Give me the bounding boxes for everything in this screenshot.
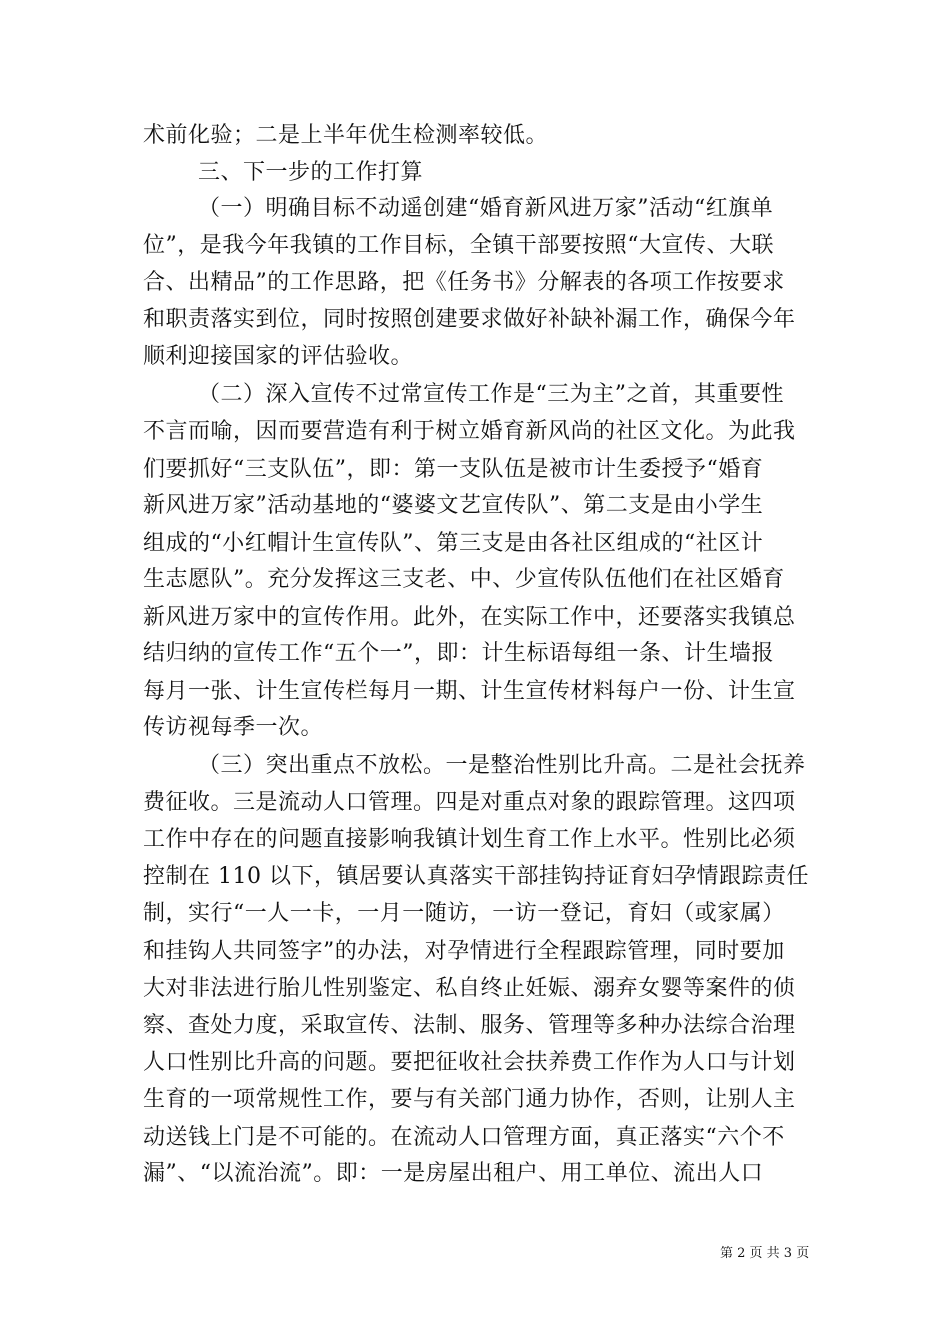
- text-line: 费征收。三是流动人口管理。四是对重点对象的跟踪管理。这四项: [143, 790, 796, 815]
- text-line: 传访视每季一次。: [143, 715, 324, 740]
- text-line: 新风进万家”活动基地的“婆婆文艺宣传队”、第二支是由小学生: [143, 493, 764, 518]
- text-line: 生志愿队”。充分发挥这三支老、中、少宣传队伍他们在社区婚育: [143, 567, 785, 592]
- text-line: 生育的一项常规性工作，要与有关部门通力协作，否则，让别人主: [143, 1087, 796, 1112]
- text-line: 们要抓好“三支队伍”，即：第一支队伍是被市计生委授予“婚育: [143, 457, 764, 482]
- text-line: 新风进万家中的宣传作用。此外，在实际工作中，还要落实我镇总: [143, 605, 796, 630]
- text-line: 工作中存在的问题直接影响我镇计划生育工作上水平。性别比必须: [143, 827, 796, 852]
- text-line: （一）明确目标不动遥创建“婚育新风进万家”活动“红旗单: [198, 196, 774, 221]
- text-line: 制，实行“一人一卡，一月一随访，一访一登记，育妇（或家属）: [143, 901, 785, 926]
- text-line: 人口性别比升高的问题。要把征收社会扶养费工作作为人口与计划: [143, 1050, 796, 1075]
- text-line: 大对非法进行胎儿性别鉴定、私自终止妊娠、溺弃女婴等案件的侦: [143, 976, 796, 1001]
- text-line: 顺利迎接国家的评估验收。: [143, 344, 414, 369]
- text-line: 和挂钩人共同签字”的办法，对孕情进行全程跟踪管理，同时要加: [143, 939, 785, 964]
- text-line: 察、查处力度，采取宣传、法制、服务、管理等多种办法综合治理: [143, 1013, 796, 1038]
- text-line: 每月一张、计生宣传栏每月一期、计生宣传材料每户一份、计生宣: [143, 679, 796, 704]
- text-line: 术前化验；二是上半年优生检测率较低。: [143, 123, 549, 148]
- text-line: 不言而喻，因而要营造有利于树立婚育新风尚的社区文化。为此我: [143, 419, 796, 444]
- section-heading: 三、下一步的工作打算: [198, 160, 424, 185]
- text-line: 结归纳的宣传工作“五个一”，即：计生标语每组一条、计生墙报: [143, 641, 774, 666]
- text-line: （三）突出重点不放松。一是整治性别比升高。二是社会抚养: [198, 753, 806, 778]
- text-line: 和职责落实到位，同时按照创建要求做好补缺补漏工作，确保今年: [143, 307, 796, 332]
- text-line: 合、出精品”的工作思路，把《任务书》分解表的各项工作按要求: [143, 270, 785, 295]
- text-line: 漏”、“以流治流”。即：一是房屋出租户、用工单位、流出人口: [143, 1161, 764, 1186]
- text-line: （二）深入宣传不过常宣传工作是“三为主”之首，其重要性: [198, 382, 784, 407]
- page-number: 第 2 页 共 3 页: [720, 1246, 810, 1261]
- text-line: 控制在 110 以下，镇居要认真落实干部挂钩持证育妇孕情跟踪责任: [143, 864, 809, 889]
- text-line: 位”，是我今年我镇的工作目标，全镇干部要按照“大宣传、大联: [143, 233, 774, 258]
- text-line: 组成的“小红帽计生宣传队”、第三支是由各社区组成的“社区计: [143, 531, 764, 556]
- text-line: 动送钱上门是不可能的。在流动人口管理方面，真正落实“六个不: [143, 1125, 785, 1150]
